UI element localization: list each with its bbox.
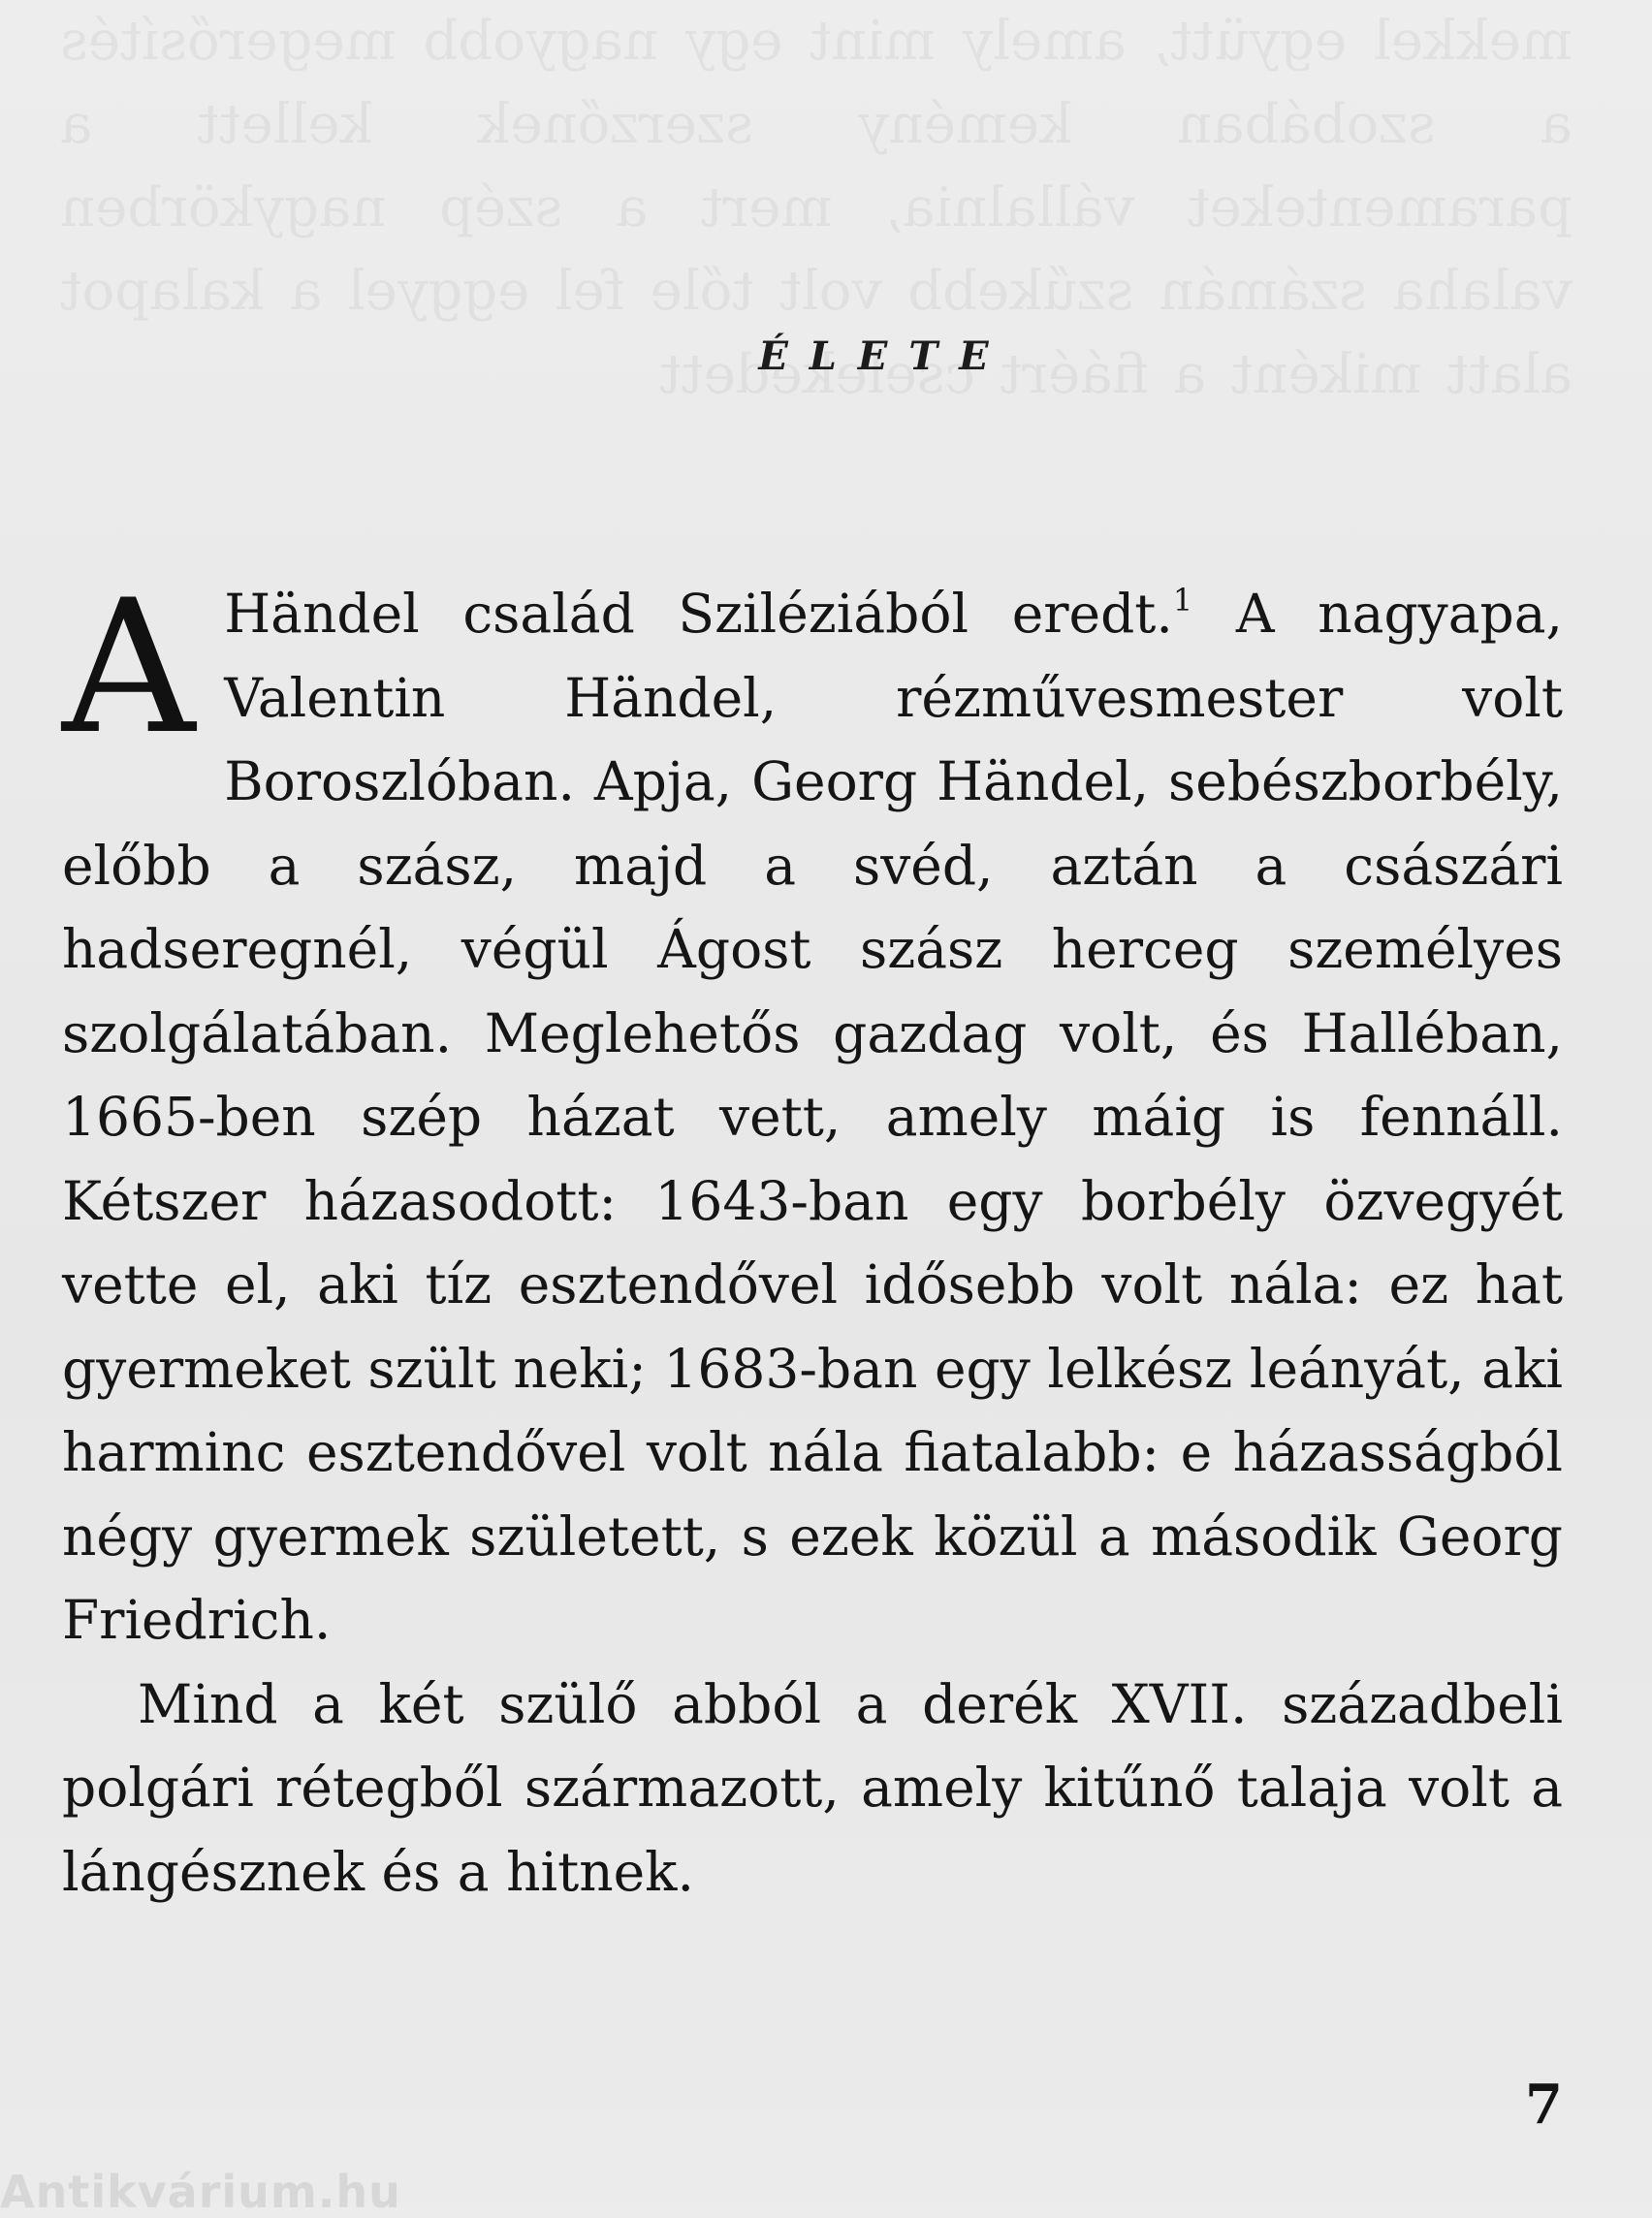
watermark: Antikvárium.hu bbox=[0, 2166, 401, 2218]
body-text bbox=[62, 560, 1563, 1914]
drop-cap: A bbox=[62, 560, 196, 775]
paragraph-1-opening: Händel család Sziléziából eredt. bbox=[224, 583, 1173, 645]
footnote-marker: 1 bbox=[1172, 582, 1193, 618]
paragraph-1-body: A nagyapa, Valentin Händel, rézművesmester volt Boroszlóban. Apja, Georg Händel, sebészborbély, előbb a szász, majd a svéd, aztán a császári hadseregnél, végül Ágost szász herceg személyes szolgálatában. Meglehetős gazdag volt, és Halléban, 1665-ben szép házat vett, amely máig is fennáll. Kétszer házasodott: 1643-ban egy borbély özvegyét vette el, aki tíz esztendővel idősebb volt nála: ez hat gyermeket szült neki; 1683-ban egy lelkész leányát, aki harminc esztendővel volt nála fiatalabb: e házasságból négy gyermek született, s ezek közül a második Georg Friedrich. bbox=[62, 583, 1563, 1651]
chapter-heading: ÉLETE bbox=[758, 333, 1010, 379]
page-number: 7 bbox=[1525, 2073, 1563, 2137]
paragraph-1 bbox=[62, 560, 1563, 1663]
paragraph-2: Mind a két szülő abból a derék XVII. századbeli polgári rétegből származott, amely kitűnő talaja volt a lángésznek és a hitnek. bbox=[62, 1672, 1563, 1903]
